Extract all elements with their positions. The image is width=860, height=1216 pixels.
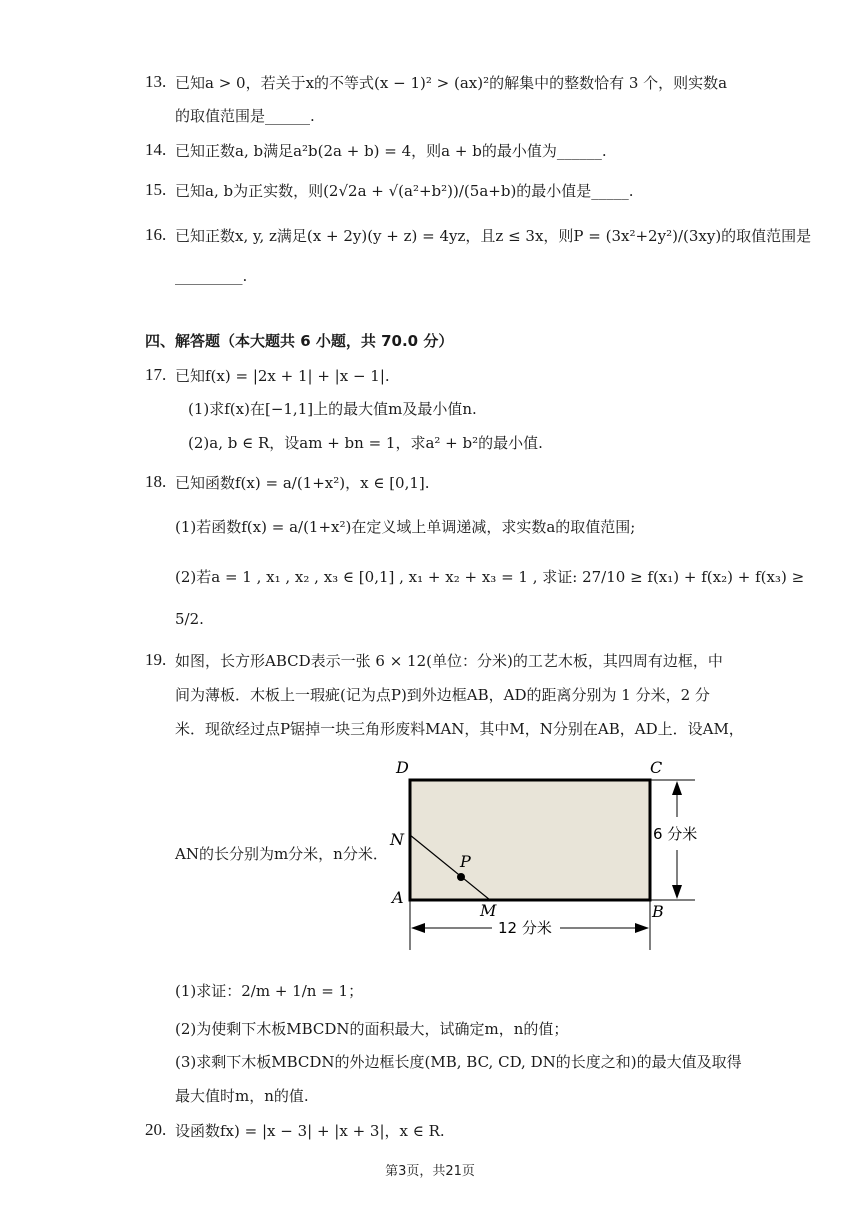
problem-19-q3: (3)求剩下木板MBCDN的外边框长度(MB, BC, CD, DN的长度之和)的最大值及取得: [175, 1053, 742, 1071]
problem-13-text: 已知a > 0，若关于x的不等式(x − 1)² > (ax)²的解集中的整数恰有 3 个，则实数a: [175, 74, 728, 92]
problem-18-text: 已知函数f(x) = a/(1+x²)，x ∈ [0,1].: [175, 474, 430, 492]
problem-18-part1: (1)若函数f(x) = a/(1+x²)在定义域上单调递减，求实数a的取值范围;: [175, 518, 636, 536]
label-P: P: [460, 852, 471, 871]
problem-17-number: 17.: [145, 365, 167, 384]
label-M: M: [480, 901, 497, 920]
rectangle-board-figure: [380, 755, 710, 959]
problem-17-part1: (1)求f(x)在[−1,1]上的最大值m及最小值n.: [188, 400, 477, 418]
problem-18-number: 18.: [145, 472, 167, 491]
label-N: N: [390, 830, 404, 849]
problem-16-text-2: _________.: [175, 267, 248, 285]
problem-15-number: 15.: [145, 180, 167, 199]
board-rectangle: [410, 780, 650, 900]
problem-19-text-4: AN的长分别为m分米，n分米．: [175, 845, 388, 863]
problem-13-text-2: 的取值范围是______.: [175, 107, 315, 125]
problem-16-number: 16.: [145, 225, 167, 244]
problem-14-text: 已知正数a, b满足a²b(2a + b) = 4，则a + b的最小值为______.: [175, 142, 607, 160]
figure-svg: [380, 755, 710, 955]
problem-17-text: 已知f(x) = |2x + 1| + |x − 1|.: [175, 367, 390, 385]
problem-19-text-3: 米．现欲经过点P锯掉一块三角形废料MAN，其中M，N分别在AB，AD上．设AM，: [175, 720, 744, 738]
point-P: [457, 873, 465, 881]
label-C: C: [650, 758, 663, 777]
page-footer: 第3页，共21页: [385, 1164, 475, 1179]
problem-20-text: 设函数fx) = |x − 3| + |x + 3|，x ∈ R.: [175, 1122, 445, 1140]
height-label: 6 分米: [653, 825, 698, 843]
problem-17-part2: (2)a, b ∈ R，设am + bn = 1，求a² + b²的最小值.: [188, 434, 543, 452]
problem-20-number: 20.: [145, 1120, 167, 1139]
problem-16-text: 已知正数x, y, z满足(x + 2y)(y + z) = 4yz，且z ≤ 3x，则P = (3x²+2y²)/(3xy)的取值范围是: [175, 227, 812, 245]
label-A: A: [392, 888, 404, 907]
problem-19-text: 如图，长方形ABCD表示一张 6 × 12(单位：分米)的工艺木板，其四周有边框，中: [175, 652, 723, 670]
width-label: 12 分米: [498, 919, 552, 937]
problem-18-part2: (2)若a = 1 , x₁ , x₂ , x₃ ∈ [0,1] , x₁ + x₂ + x₃ = 1 , 求证: 27/10 ≥ f(x₁) + f(x₂) + f(x₃) ≥: [175, 568, 805, 586]
problem-13-number: 13.: [145, 72, 167, 91]
problem-15-text: 已知a, b为正实数，则(2√2a + √(a²+b²))/(5a+b)的最小值是_____.: [175, 182, 634, 200]
section-heading: 四、解答题（本大题共 6 小题，共 70.0 分）: [145, 332, 454, 350]
problem-19-q4: 最大值时m，n的值.: [175, 1087, 309, 1105]
problem-19-number: 19.: [145, 650, 167, 669]
problem-19-q1: (1)求证：2/m + 1/n = 1；: [175, 982, 364, 1000]
problem-19-text-2: 间为薄板．木板上一瑕疵(记为点P)到外边框AB，AD的距离分别为 1 分米，2 分: [175, 686, 710, 704]
problem-14-number: 14.: [145, 140, 167, 159]
label-B: B: [652, 902, 664, 921]
problem-18-part2-cont: 5/2.: [175, 610, 204, 628]
problem-19-q2: (2)为使剩下木板MBCDN的面积最大，试确定m，n的值；: [175, 1020, 569, 1038]
label-D: D: [396, 758, 409, 777]
